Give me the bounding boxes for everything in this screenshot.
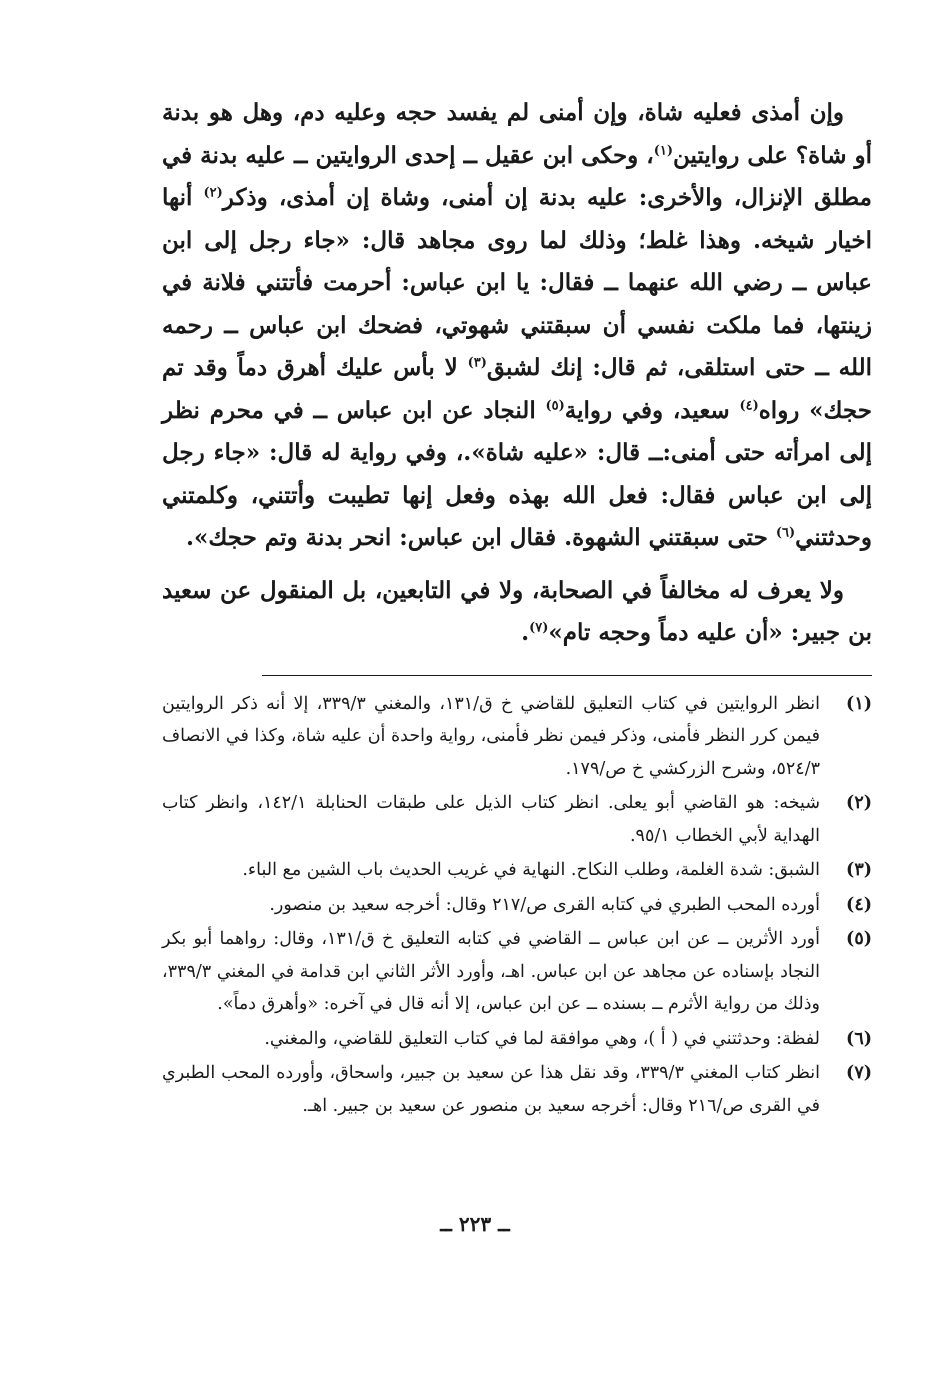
footnote-item (162, 889, 872, 922)
text-run: ولا يعرف له مخالفاً في الصحابة، ولا في التابعين، بل المنقول عن سعيد بن جبير: «أن عليه دماً وحجه تام» (162, 576, 872, 646)
footnote-text: انظر الروايتين في كتاب التعليق للقاضي خ ق/١٣١، والمغني ٣٣٩/٣، إلا أنه ذكر الروايتين فيمن كرر النظر فأمنى، وذكر فيمن نظر فأمنى، رواية واحدة أن عليه شاة، وكذا في الانصاف ٥٢٤/٣، وشرح الزركشي خ ص/١٧٩. (162, 693, 820, 779)
page-number: ــ ٢٢٣ ــ (440, 1212, 510, 1236)
footnote-item (162, 923, 872, 1021)
footnote-text: شيخه: هو القاضي أبو يعلى. انظر كتاب الذيل على طبقات الحنابلة ١٤٢/١، وانظر كتاب الهداية لأبي الخطاب ٩٥/١. (162, 793, 820, 846)
text-run: ، وحكى ابن عقيل ــ إحدى الروايتين ــ عليه بدنة في مطلق الإنزال، والأخرى: عليه بدنة إن أمنى، وشاة إن أمذى، وذكر (162, 141, 872, 211)
footnote-text: انظر كتاب المغني ٣٣٩/٣، وقد نقل هذا عن سعيد بن جبير، واسحاق، وأورده المحب الطبري في القرى ص/٢١٦ وقال: أخرجه سعيد بن منصور عن سعيد بن جبير. اهـ. (162, 1063, 820, 1116)
text-run: سعيد، وفي رواية (564, 396, 740, 424)
footnote-item (162, 688, 872, 786)
footnote-ref-2: (٢) (203, 185, 223, 201)
footnote-number: (٤) (846, 894, 872, 915)
footnotes (162, 688, 872, 1123)
footnote-number: (٢) (846, 793, 872, 813)
footnote-ref-4: (٤) (739, 397, 759, 413)
footnote-separator (262, 675, 872, 676)
footnote-item (162, 854, 872, 887)
footnote-number: (١) (846, 693, 872, 714)
text-run: وإن أمذى فعليه شاة، وإن أمنى لم يفسد حجه وعليه دم، وهل هو بدنة أو شاة؟ على روايتين (162, 99, 872, 169)
footnote-number: (٣) (846, 860, 872, 880)
footnote-ref-3: (٣) (467, 355, 487, 371)
footnote-number: (٥) (846, 929, 872, 949)
text-run: أنها اخيار شيخه. وهذا غلط؛ وذلك لما روى مجاهد قال: «جاء رجل إلى ابن عباس ــ رضي الله عنهما ــ فقال: يا ابن عباس: أحرمت فأتتني فلانة في زينتها، فما ملكت نفسي أن سبقتني شهوتي، فضحك ابن عباس ــ رحمه الله ــ حتى استلقى، ثم قال: إنك لشبق (162, 184, 872, 381)
footnote-item (162, 1023, 872, 1056)
footnote-ref-6: (٦) (775, 525, 796, 541)
paragraph-2 (162, 570, 872, 655)
text-run: لا بأس عليك أهرق دماً وقد تم حجك» رواه (162, 354, 872, 424)
footnote-text: لفظة: وحدثتني في ( أ )، وهي موافقة لما في كتاب التعليق للقاضي، والمغني. (264, 1028, 820, 1049)
footnote-ref-7: (٧) (529, 620, 549, 636)
main-text (162, 92, 872, 655)
footnote-text: أورد الأثرين ــ عن ابن عباس ــ القاضي في كتابه التعليق خ ق/١٣١، وقال: رواهما أبو بكر النجاد بإسناده عن مجاهد عن ابن عباس. اهـ، وأورد الأثر الثاني ابن قدامة في المغني ٣٣٩/٣، وذلك من رواية الأثرم ــ بسنده ــ عن ابن عباس، إلا أنه قال في آخره: «وأهرق دماً». (162, 929, 820, 1014)
footnote-ref-5: (٥) (545, 397, 565, 413)
text-run: حتى سبقتني الشهوة. فقال ابن عباس: انحر بدنة وتم حجك». (186, 524, 776, 551)
footnote-number: (٦) (846, 1028, 872, 1049)
paragraph-1 (162, 92, 872, 560)
footnote-number: (٧) (846, 1063, 872, 1083)
footnote-text: الشبق: شدة الغلمة، وطلب النكاح. النهاية في غريب الحديث باب الشين مع الباء. (242, 860, 820, 880)
text-run: . (521, 619, 530, 646)
footnote-item (162, 1057, 872, 1122)
footnote-ref-1: (١) (653, 142, 674, 158)
text-run: النجاد عن ابن عباس ــ في محرم نظر إلى امرأته حتى أمنى:ــ قال: «عليه شاة».، وفي رواية له قال: «جاء رجل إلى ابن عباس فقال: فعل الله بهذه وفعل إنها تطيبت وأتتني، وكلمتني وحدثتني (162, 396, 872, 551)
footnote-text: أورده المحب الطبري في كتابه القرى ص/٢١٧ وقال: أخرجه سعيد بن منصور. (269, 894, 820, 915)
footnote-item (162, 787, 872, 852)
